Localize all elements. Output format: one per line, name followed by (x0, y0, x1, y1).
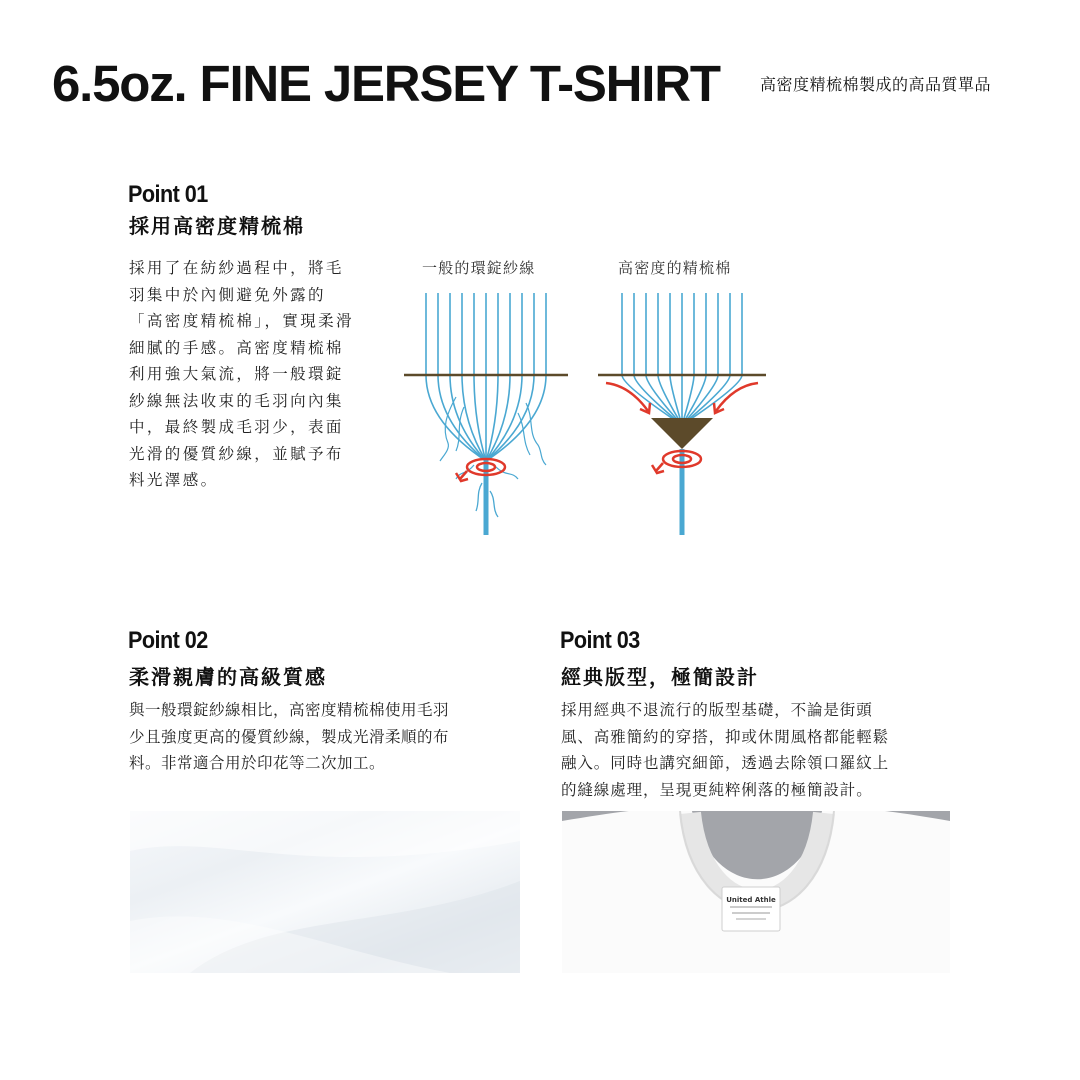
point-03-label: Point 03 (560, 627, 640, 654)
body-line: 融入。同時也講究細節，透過去除領口羅紋上 (561, 754, 890, 772)
point-03-heading: 經典版型，極簡設計 (561, 665, 759, 689)
point-03-body (561, 697, 961, 803)
collar-illustration (562, 811, 950, 973)
twist-arrow-icon (652, 451, 701, 473)
page-title: 6.5oz. FINE JERSEY T-SHIRT (52, 55, 720, 112)
ring-yarn-label: 一般的環錠紗線 (422, 259, 536, 277)
ring-yarn-diagram (404, 293, 568, 535)
body-line: 與一般環錠紗線相比，高密度精梳棉使用毛羽 (129, 701, 450, 719)
point-01-label: Point 01 (128, 181, 208, 208)
fiber-line (622, 293, 682, 425)
air-jet-funnel-icon (651, 418, 713, 449)
tshirt-collar-photo (562, 811, 950, 973)
body-line: 「高密度精梳棉」，實現柔滑 (129, 312, 354, 330)
brand-tag-text: United Athle (726, 896, 776, 904)
body-line: 利用強大氣流，將一般環錠 (129, 365, 344, 383)
body-line: 紗線無法收束的毛羽向內集 (129, 391, 344, 410)
body-line: 中，最終製成毛羽少，表面 (129, 418, 344, 436)
fiber-line (474, 293, 486, 461)
fiber-line (486, 293, 546, 461)
brand-tag (722, 887, 780, 931)
ring-yarn-fibers (426, 293, 546, 461)
fiber-line (670, 293, 682, 425)
body-line: 料光澤感。 (129, 471, 219, 489)
combed-cotton-label: 高密度的精梳棉 (618, 259, 732, 277)
twist-arrow-icon (456, 459, 505, 481)
point-01-body (129, 255, 371, 494)
point-02-label: Point 02 (128, 627, 208, 654)
body-line: 細膩的手感。高密度精梳棉 (129, 338, 344, 357)
fiber-line (426, 293, 486, 461)
fabric-texture (130, 811, 520, 973)
fiber-line (682, 293, 742, 425)
body-line: 風、高雅簡約的穿搭，抑或休閒風格都能輕鬆 (561, 727, 890, 746)
point-01-heading: 採用高密度精梳棉 (129, 214, 305, 238)
body-line: 的縫線處理，呈現更純粹俐落的極簡設計。 (561, 780, 873, 799)
body-line: 料。非常適合用於印花等二次加工。 (129, 754, 386, 772)
fiber-line (682, 293, 694, 425)
point-02-heading: 柔滑親膚的高級質感 (129, 665, 327, 689)
point-02-body (129, 697, 529, 777)
body-line: 採用了在紡紗過程中，將毛 (129, 259, 344, 277)
page-subtitle: 高密度精梳棉製成的高品質單品 (760, 75, 992, 94)
body-line: 羽集中於內側避免外露的 (129, 285, 326, 304)
fiber-diagram-icon (400, 285, 780, 545)
combed-cotton-fibers (622, 293, 742, 425)
body-line: 少且強度更高的優質紗線，製成光滑柔順的布 (129, 727, 450, 746)
body-line: 採用經典不退流行的版型基礎，不論是街頭 (561, 701, 873, 719)
body-line: 光滑的優質紗線，並賦予布 (129, 444, 344, 463)
fiber-line (486, 293, 498, 461)
combed-cotton-diagram (598, 293, 766, 535)
fabric-photo (130, 811, 520, 973)
